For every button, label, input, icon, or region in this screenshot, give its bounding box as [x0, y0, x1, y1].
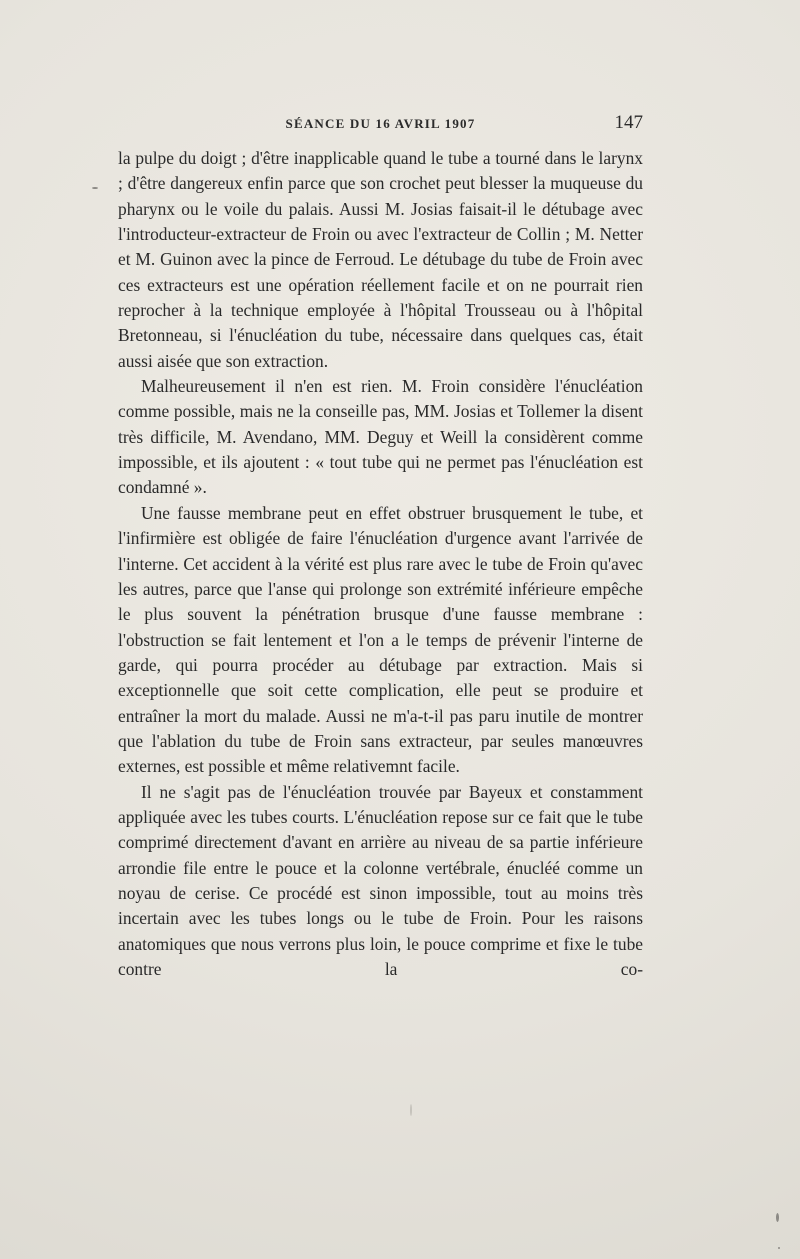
paper-speck	[410, 1104, 412, 1116]
paragraph: Il ne s'agit pas de l'énucléation trouvée par Bayeux et constamment appliquée avec les tubes courts. L'énucléation repose sur ce fait que le tube comprimé directement d'avant en arrière au niveau de sa partie inférieure arrondie file entre le pouce et la colonne vertébrale, énucléé comme un noyau de cerise. Ce procédé est sinon impossible, tout au moins très incertain avec les tubes longs ou le tube de Froin. Pour les raisons anatomiques que nous verrons plus loin, le pouce comprime et fixe le tube contre la co-	[118, 781, 643, 979]
paper-speck	[778, 1247, 780, 1249]
paragraph: la pulpe du doigt ; d'être inapplicable quand le tube a tourné dans le larynx ; d'être dangereux enfin parce que son crochet peut blesser la muqueuse du pharynx ou le voile du palais. Aussi M. Josias faisait-il le détubage avec l'introducteur-extracteur de Froin ou avec l'extracteur de Collin ; M. Netter et M. Guinon avec la pince de Ferroud. Le détubage du tube de Froin avec ces extracteurs est une opération réellement facile et on ne pourrait rien reprocher à la technique employée à l'hôpital Trousseau ou à l'hôpital Bretonneau, si l'énucléation du tube, nécessaire dans quelques cas, était aussi aisée que son extraction.	[118, 148, 643, 371]
running-head: SÉANCE DU 16 AVRIL 1907	[285, 116, 476, 131]
paper-speck	[776, 1213, 779, 1222]
page-number: 147	[614, 112, 643, 133]
paragraph: Une fausse membrane peut en effet obstruer brusquement le tube, et l'infirmière est obligée de faire l'énucléation d'urgence avant l'arrivée de l'interne. Cet accident à la vérité est plus rare avec le tube de Froin qu'avec les autres, parce que l'anse qui prolonge son extrémité inférieure empêche le plus souvent la pénétration brusque d'une fausse membrane : l'obstruction se fait lentement et l'on a le temps de prévenir l'interne de garde, qui pourra procéder au détubage par extraction. Mais si exceptionnelle que soit cette complication, elle peut se produire et entraîner la mort du malade. Aussi ne m'a-t-il pas paru inutile de montrer que l'ablation du tube de Froin sans extracteur, par seules manœuvres externes, est possible et même relativemnt facile.	[118, 502, 643, 777]
paragraph: Malheureusement il n'en est rien. M. Froin considère l'énucléation comme possible, mais ne la conseille pas, MM. Josias et Tollemer la disent très difficile, M. Avendano, MM. Deguy et Weill la considèrent comme impossible, et ils ajoutent : « tout tube qui ne permet pas l'énucléation est condamné ».	[118, 376, 643, 498]
body-text	[118, 146, 643, 982]
page-header	[118, 112, 643, 142]
paper-speck	[92, 187, 98, 189]
